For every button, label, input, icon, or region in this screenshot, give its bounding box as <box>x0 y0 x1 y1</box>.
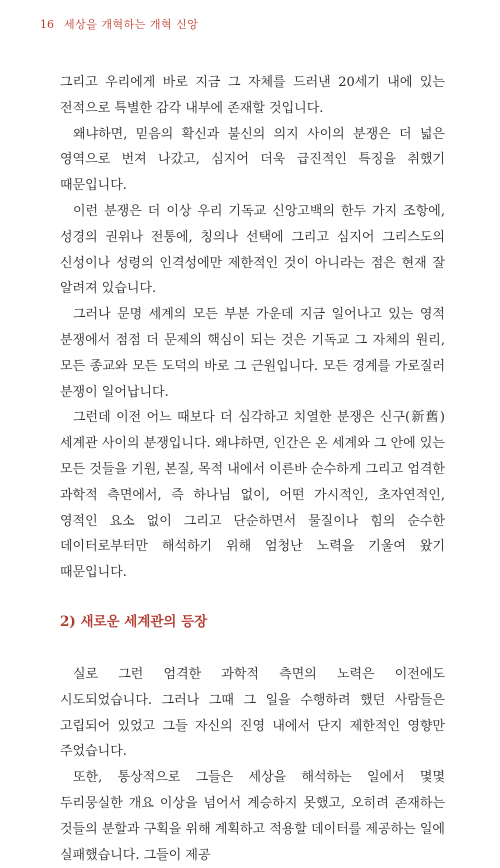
paragraph: 그러나 문명 세계의 모든 부분 가운데 지금 일어나고 있는 영적 분쟁에서 점점 더 문제의 핵심이 되는 것은 기독교 그 자체의 원리, 모든 종교와 모든 도덕의 바로 그 근원입니다. 모든 경계를 가로질러 분쟁이 일어납니다. <box>60 307 445 400</box>
running-title: 세상을 개혁하는 개혁 신앙 <box>64 18 199 31</box>
page-number: 16 <box>40 18 54 31</box>
section-heading: 2) 새로운 세계관의 등장 <box>60 613 208 630</box>
paragraph: 또한, 통상적으로 그들은 세상을 해석하는 일에서 몇몇 두리뭉실한 개요 이상을 넘어서 계승하지 못했고, 오히려 존재하는 것들의 분할과 구획을 위해 계획하고 적용할 데이터를 제공하는 일에 실패했습니다. 그들이 제공 <box>60 770 445 863</box>
paragraph: 이런 분쟁은 더 이상 우리 기독교 신앙고백의 한두 가지 조항에, 성경의 권위나 전통에, 칭의나 선택에 그리고 심지어 그리스도의 신성이나 성령의 인격성에만 제한적인 것이 아니라는 점은 현재 잘 알려져 있습니다. <box>60 203 445 297</box>
page-body <box>60 70 445 868</box>
paragraph: 그리고 우리에게 바로 지금 그 자체를 드러낸 20세기 내에 있는 전적으로 특별한 감각 내부에 존재할 것입니다. <box>60 75 445 116</box>
running-header <box>40 16 198 32</box>
paragraph: 그런데 이전 어느 때보다 더 심각하고 치열한 분쟁은 신구(新舊) 세계관 사이의 분쟁입니다. 왜냐하면, 인간은 온 세계와 그 안에 있는 모든 것들을 기원, 본질, 목적 내에서 이른바 순수하게 그리고 엄격한 과학적 측면에서, 즉 하나님 없이, 어떤 가시적인, 초자연적인, 영적인 요소 없이 그리고 단순하면서 물질이나 힘의 순수한 데이터로부터만 해석하기 위해 엄청난 노력을 기울여 왔기 때문입니다. <box>60 410 445 581</box>
paragraph: 왜냐하면, 믿음의 확신과 불신의 의지 사이의 분쟁은 더 넓은 영역으로 번져 나갔고, 심지어 더욱 급진적인 특징을 취했기 때문입니다. <box>60 126 445 194</box>
paragraph: 실로 그런 엄격한 과학적 측면의 노력은 이전에도 시도되었습니다. 그러나 그때 그 일을 수행하려 했던 사람들은 고립되어 있었고 그들 자신의 진영 내에서 단지 제한적인 영향만 주었습니다. <box>60 666 445 760</box>
